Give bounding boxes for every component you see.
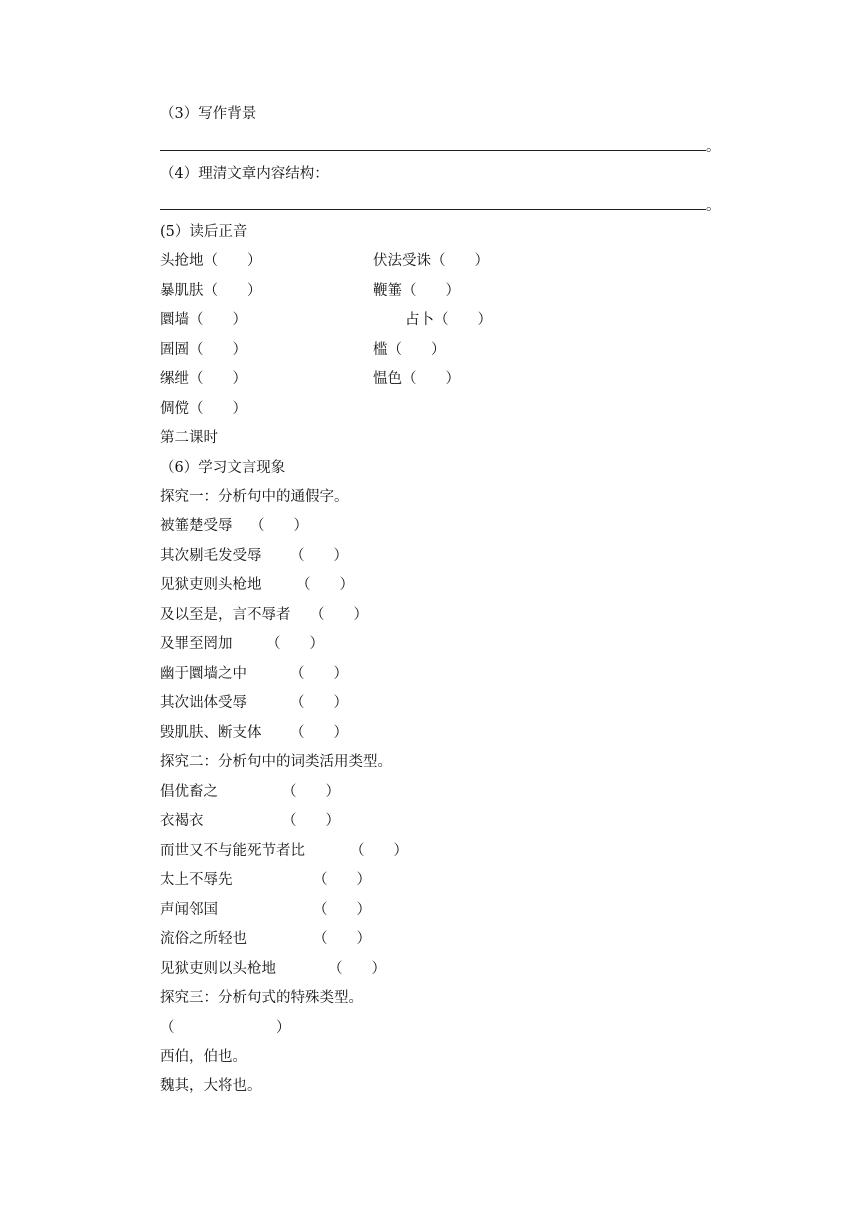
- section-3-end-mark: 。: [706, 139, 721, 155]
- pronunciation-item: 槛（ ）: [373, 342, 446, 358]
- answer-paren[interactable]: （ ）: [313, 902, 371, 918]
- pronunciation-item: 圜墙（ ）: [160, 312, 247, 328]
- exercise-sentence: 太上不辱先: [160, 872, 233, 888]
- answer-paren[interactable]: （ ）: [313, 931, 371, 947]
- explore-1-heading: 探究一：分析句中的通假字。: [160, 489, 349, 505]
- section-3-answer-line[interactable]: [160, 150, 706, 151]
- pronunciation-item: 缧绁（ ）: [160, 371, 247, 387]
- answer-paren[interactable]: （ ）: [282, 813, 340, 829]
- pronunciation-item: 头抢地（ ）: [160, 253, 262, 269]
- answer-paren[interactable]: （ ）: [282, 784, 340, 800]
- exercise-sentence: 流俗之所轻也: [160, 931, 247, 947]
- answer-paren[interactable]: （ ）: [328, 961, 386, 977]
- exercise-sentence: 见狱吏则头枪地: [160, 577, 262, 593]
- answer-paren[interactable]: （ ）: [290, 548, 348, 564]
- section-4-heading: （4）理清文章内容结构：: [160, 166, 329, 182]
- answer-paren[interactable]: （ ）: [296, 577, 354, 593]
- answer-paren[interactable]: （ ）: [290, 666, 348, 682]
- answer-paren[interactable]: （ ）: [160, 1020, 291, 1036]
- exercise-sentence: 及以至是，言不辱者: [160, 607, 291, 623]
- exercise-sentence: 其次诎体受辱: [160, 695, 247, 711]
- section-4-answer-line[interactable]: [160, 209, 706, 210]
- section-4-end-mark: 。: [706, 198, 721, 214]
- pronunciation-item: 占卜（ ）: [405, 312, 492, 328]
- section-6-heading: （6）学习文言现象: [160, 460, 286, 476]
- answer-paren[interactable]: （ ）: [310, 607, 368, 623]
- exercise-sentence: 及罪至罔加: [160, 636, 233, 652]
- pronunciation-item: 圄圄（ ）: [160, 342, 247, 358]
- example-sentence: 魏其，大将也。: [160, 1078, 262, 1094]
- exercise-sentence: 被箠楚受辱: [160, 518, 233, 534]
- pronunciation-item: 愠色（ ）: [373, 371, 460, 387]
- answer-paren[interactable]: （ ）: [266, 636, 324, 652]
- exercise-sentence: 倡优畜之: [160, 784, 218, 800]
- exercise-sentence: 见狱吏则以头枪地: [160, 961, 276, 977]
- exercise-sentence: 而世又不与能死节者比: [160, 843, 305, 859]
- section-3-heading: （3）写作背景: [160, 106, 257, 122]
- explore-2-heading: 探究二：分析句中的词类活用类型。: [160, 754, 392, 770]
- answer-paren[interactable]: （ ）: [313, 872, 371, 888]
- pronunciation-item: 暴肌肤（ ）: [160, 283, 262, 299]
- exercise-sentence: 衣褐衣: [160, 813, 204, 829]
- exercise-sentence: 其次剔毛发受辱: [160, 548, 262, 564]
- exercise-sentence: 幽于圜墙之中: [160, 666, 247, 682]
- section-5-heading: (5）读后正音: [160, 224, 248, 240]
- example-sentence: 西伯，伯也。: [160, 1049, 247, 1065]
- exercise-sentence: 毁肌肤、断支体: [160, 725, 262, 741]
- pronunciation-item: 鞭箠（ ）: [373, 283, 460, 299]
- answer-paren[interactable]: （ ）: [290, 725, 348, 741]
- pronunciation-item: 倜傥（ ）: [160, 401, 247, 417]
- answer-paren[interactable]: （ ）: [250, 518, 308, 534]
- exercise-sentence: 声闻邻国: [160, 902, 218, 918]
- explore-3-heading: 探究三：分析句式的特殊类型。: [160, 990, 363, 1006]
- answer-paren[interactable]: （ ）: [350, 843, 408, 859]
- lesson-2-heading: 第二课时: [160, 430, 218, 446]
- pronunciation-item: 伏法受诛（ ）: [373, 253, 489, 269]
- answer-paren[interactable]: （ ）: [290, 695, 348, 711]
